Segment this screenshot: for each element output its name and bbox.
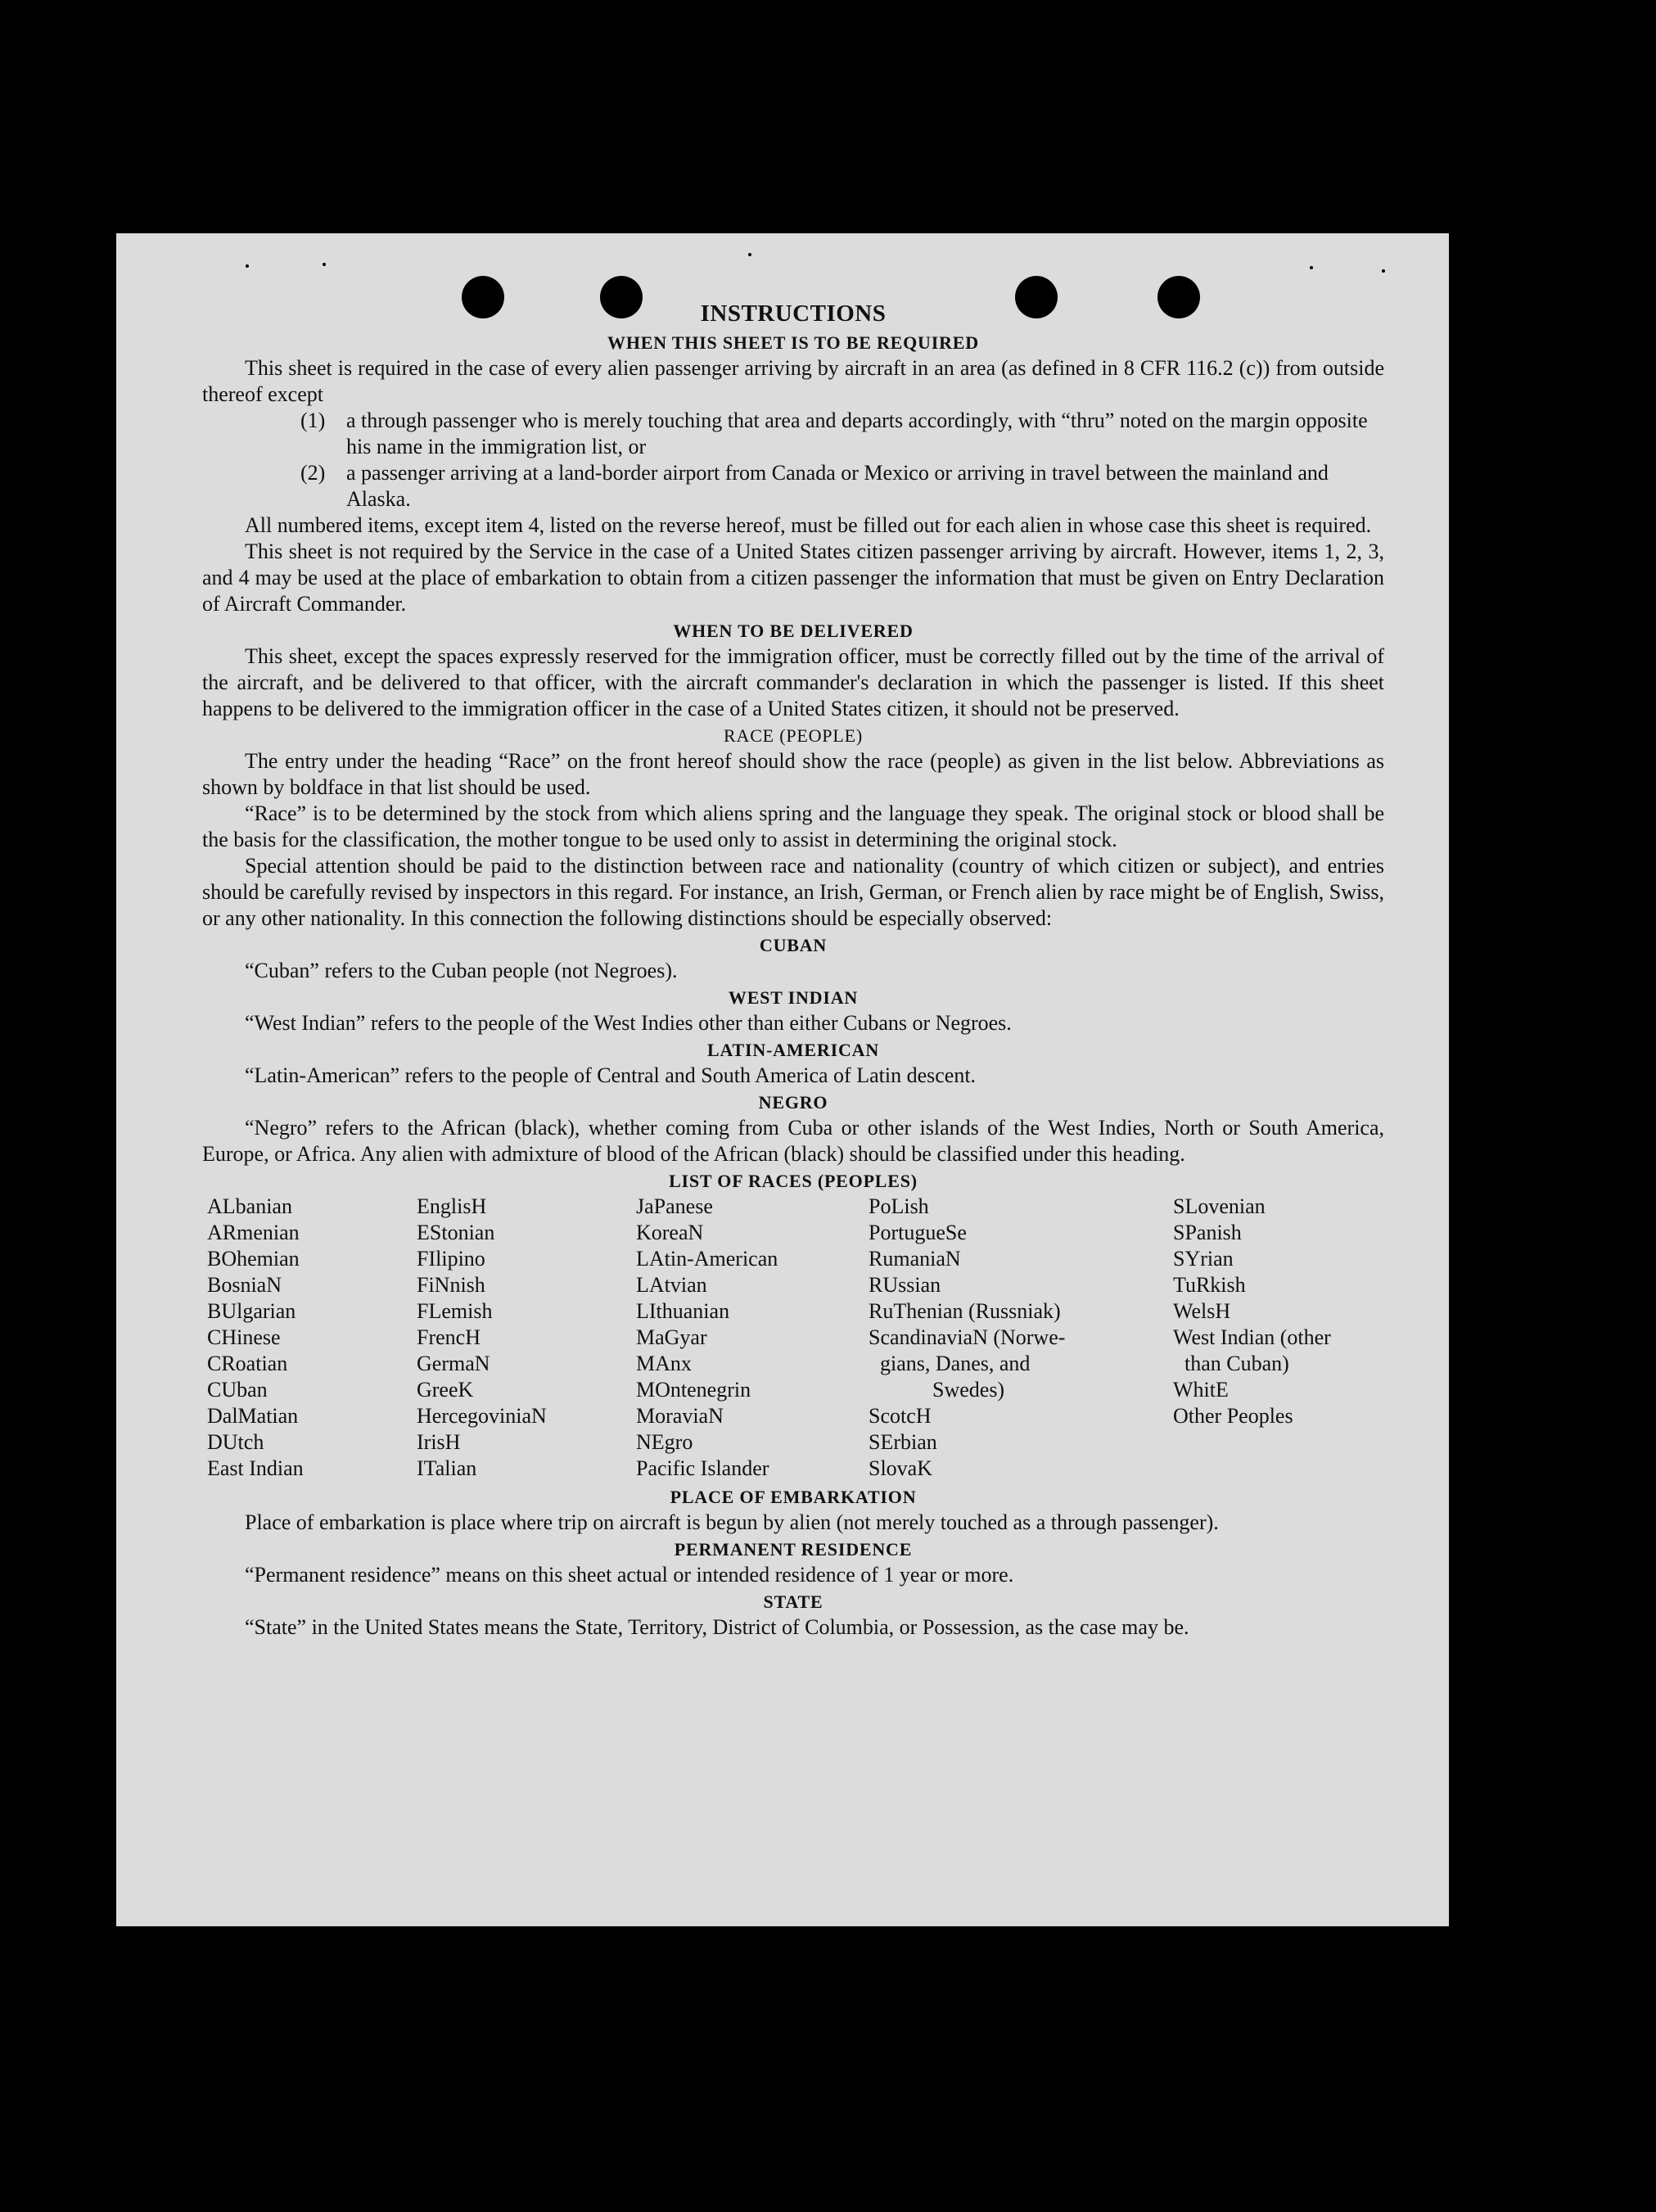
race-entry: GreeK [417, 1378, 474, 1402]
instructions-content [202, 300, 1384, 1641]
speck [748, 253, 751, 256]
when-required-para2: All numbered items, except item 4, listed on the reverse hereof, must be filled out for each alien in whose case this sheet is required. [245, 513, 1372, 537]
latin-american-text: “Latin-American” refers to the people of Central and South America of Latin descent. [245, 1063, 977, 1087]
race-entry: EStonian [417, 1221, 495, 1244]
race-entry: GermaN [417, 1352, 490, 1375]
heading-state: STATE [763, 1591, 823, 1612]
heading-embarkation: PLACE OF EMBARKATION [670, 1487, 917, 1507]
races-column [417, 1194, 636, 1482]
race-entry: FLemish [417, 1299, 493, 1323]
race-entry: West Indian (other [1173, 1325, 1331, 1349]
race-entry: LAtvian [636, 1273, 707, 1297]
race-entry: LAtin-American [636, 1247, 778, 1271]
heading-west-indian: WEST INDIAN [728, 987, 859, 1008]
heading-cuban: CUBAN [759, 935, 828, 955]
race-entry: ALbanian [207, 1194, 292, 1218]
race-entry: MaGyar [636, 1325, 707, 1349]
race-entry: Other Peoples [1173, 1404, 1293, 1428]
page-title: INSTRUCTIONS [700, 300, 887, 327]
race-entry: IrisH [417, 1430, 461, 1454]
race-entry: NEgro [636, 1430, 693, 1454]
exception-item [300, 408, 1384, 460]
races-column [207, 1194, 417, 1482]
when-delivered-text: This sheet, except the spaces expressly reserved for the immigration officer, must be correctly filled out by the time of the arrival of the aircraft, and be delivered to that officer, with the aircraft commander's declaration in which the passenger is listed. If this sheet happens to be delivered to the immigration officer in the case of a United States citizen, it should not be preserved. [202, 644, 1384, 720]
race-entry: ScotcH [869, 1404, 932, 1428]
exception-item [300, 460, 1384, 512]
speck [1310, 266, 1313, 269]
races-list [207, 1194, 1384, 1482]
race-entry: SPanish [1173, 1221, 1242, 1244]
race-entry: East Indian [207, 1456, 304, 1480]
race-entry: HercegoviniaN [417, 1404, 547, 1428]
race-entry: ARmenian [207, 1221, 300, 1244]
state-text: “State” in the United States means the State, Territory, District of Columbia, or Possession, as the case may be. [245, 1615, 1189, 1639]
embarkation-text: Place of embarkation is place where trip on aircraft is begun by alien (not merely touched as a through passenger). [245, 1510, 1219, 1534]
speck [323, 263, 326, 266]
race-entry-continued: gians, Danes, and [880, 1352, 1031, 1375]
item-number: (2) [300, 461, 326, 485]
heading-when-delivered: WHEN TO BE DELIVERED [673, 621, 914, 641]
race-entry: FrencH [417, 1325, 481, 1349]
race-para3: Special attention should be paid to the distinction between race and nationality (country of which citizen or subject), and entries should be carefully revised by inspectors in this regard. For instance, an Irish, German, or French alien by race might be of English, Swiss, or any other nationality. In this connection the following distinctions should be especially observed: [202, 854, 1384, 930]
race-entry: WelsH [1173, 1299, 1231, 1323]
race-entry-continued: Swedes) [932, 1378, 1005, 1402]
race-entry: LIthuanian [636, 1299, 730, 1323]
race-entry: RUssian [869, 1273, 941, 1297]
heading-race: RACE (PEOPLE) [724, 725, 863, 746]
races-column [869, 1194, 1173, 1482]
race-entry: CUban [207, 1378, 268, 1402]
race-entry: KoreaN [636, 1221, 704, 1244]
heading-residence: PERMANENT RESIDENCE [674, 1539, 913, 1560]
race-entry: BOhemian [207, 1247, 300, 1271]
race-entry-continued: than Cuban) [1184, 1352, 1289, 1375]
when-required-para3: This sheet is not required by the Service in the case of a United States citizen passenger arriving by aircraft. However, items 1, 2, 3, and 4 may be used at the place of embarkation to obtain from a citizen passenger the information that must be given on Entry Declaration of Aircraft Commander. [202, 539, 1384, 616]
race-entry: BUlgarian [207, 1299, 296, 1323]
race-entry: ScandinaviaN (Norwe- [869, 1325, 1066, 1349]
west-indian-text: “West Indian” refers to the people of the West Indies other than either Cubans or Negroes. [245, 1011, 1012, 1035]
races-column [636, 1194, 869, 1482]
document-page [116, 233, 1449, 1926]
race-entry: SlovaK [869, 1456, 932, 1480]
race-entry: SErbian [869, 1430, 937, 1454]
item-number: (1) [300, 409, 326, 432]
races-column [1173, 1194, 1389, 1482]
race-entry: FIlipino [417, 1247, 485, 1271]
race-entry: WhitE [1173, 1378, 1229, 1402]
race-entry: EnglisH [417, 1194, 487, 1218]
race-entry: MOntenegrin [636, 1378, 751, 1402]
heading-negro: NEGRO [758, 1092, 828, 1113]
race-entry: SYrian [1173, 1247, 1234, 1271]
heading-latin-american: LATIN-AMERICAN [706, 1040, 880, 1060]
heading-list-of-races: LIST OF RACES (PEOPLES) [669, 1171, 918, 1191]
race-entry: TuRkish [1173, 1273, 1246, 1297]
race-entry: RuThenian (Russniak) [869, 1299, 1061, 1323]
race-entry: PoLish [869, 1194, 929, 1218]
race-entry: JaPanese [636, 1194, 713, 1218]
race-entry: PortugueSe [869, 1221, 967, 1244]
negro-text: “Negro” refers to the African (black), whether coming from Cuba or other islands of the West Indies, North or South America, Europe, or Africa. Any alien with admixture of blood of the African (black) should be classified under this heading. [202, 1116, 1384, 1166]
item-text: a passenger arriving at a land-border airport from Canada or Mexico or arriving in travel between the mainland and Alaska. [346, 461, 1329, 511]
race-entry: MoraviaN [636, 1404, 724, 1428]
race-entry: DalMatian [207, 1404, 299, 1428]
speck [1382, 269, 1385, 273]
when-required-intro: This sheet is required in the case of every alien passenger arriving by aircraft in an area (as defined in 8 CFR 116.2 (c)) from outside thereof except [202, 356, 1384, 406]
race-entry: CHinese [207, 1325, 281, 1349]
race-entry: MAnx [636, 1352, 692, 1375]
cuban-text: “Cuban” refers to the Cuban people (not Negroes). [245, 959, 678, 982]
race-entry: BosniaN [207, 1273, 282, 1297]
race-entry: DUtch [207, 1430, 264, 1454]
race-entry: FiNnish [417, 1273, 485, 1297]
heading-when-required: WHEN THIS SHEET IS TO BE REQUIRED [607, 332, 979, 353]
race-para2: “Race” is to be determined by the stock from which aliens spring and the language they speak. The original stock or blood shall be the basis for the classification, the mother tongue to be used only to assist in determining the original stock. [202, 801, 1384, 851]
item-text: a through passenger who is merely touching that area and departs accordingly, with “thru” noted on the margin opposite his name in the immigration list, or [346, 409, 1368, 458]
race-entry: RumaniaN [869, 1247, 961, 1271]
race-entry: SLovenian [1173, 1194, 1266, 1218]
speck [246, 264, 249, 268]
race-entry: ITalian [417, 1456, 477, 1480]
race-entry: CRoatian [207, 1352, 288, 1375]
race-entry: Pacific Islander [636, 1456, 769, 1480]
residence-text: “Permanent residence” means on this sheet actual or intended residence of 1 year or more. [245, 1563, 1014, 1587]
race-para1: The entry under the heading “Race” on the front hereof should show the race (people) as given in the list below. Abbreviations as shown by boldface in that list should be used. [202, 749, 1384, 799]
